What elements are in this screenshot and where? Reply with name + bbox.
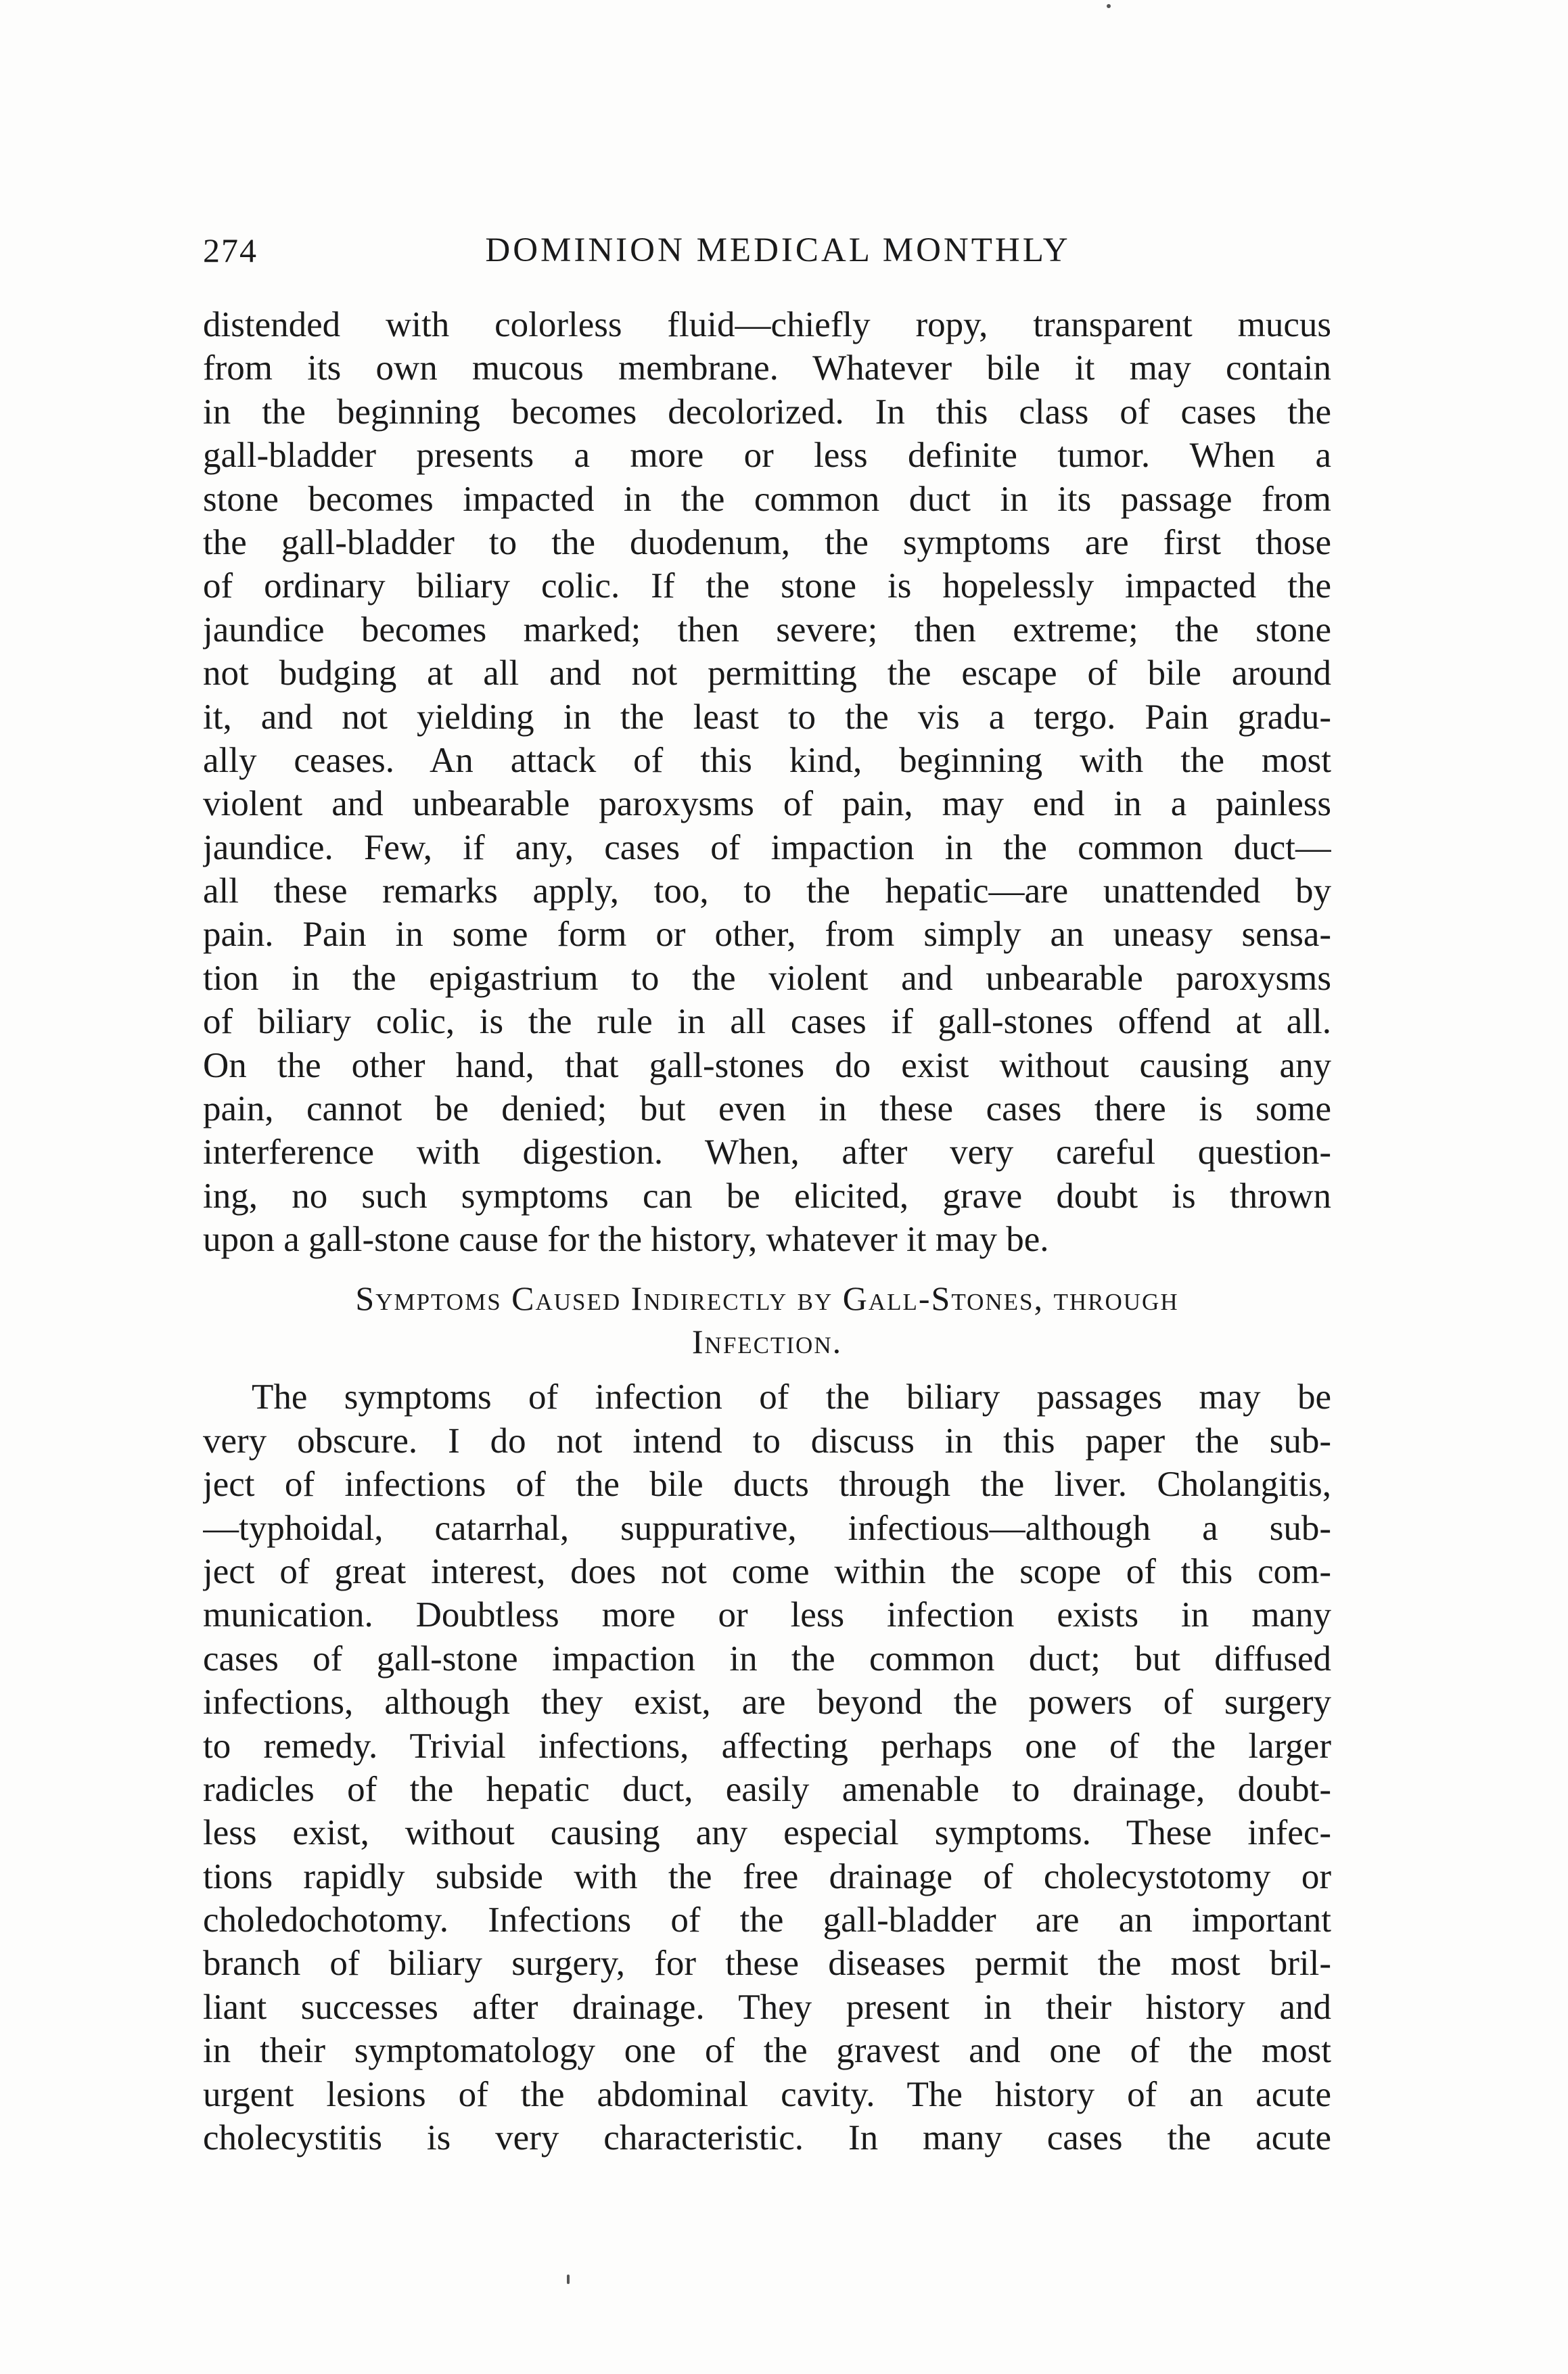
text-line: cases of gall-stone impaction in the common duct; but diffused	[203, 1639, 1331, 1679]
text-line: jaundice. Few, if any, cases of impaction in the common duct—	[203, 827, 1331, 867]
section-heading	[203, 1277, 1331, 1364]
text-line: jaundice becomes marked; then severe; then extreme; the stone	[203, 610, 1331, 649]
text-line: from its own mucous membrane. Whatever bile it may contain	[203, 348, 1331, 388]
body-text	[203, 303, 1331, 2160]
text-line: not budging at all and not permitting the escape of bile around	[203, 654, 1331, 693]
text-line: liant successes after drainage. They present in their history and	[203, 1987, 1331, 2027]
text-line: of biliary colic, is the rule in all cases if gall-stones offend at all.	[203, 1002, 1331, 1042]
text-line: in their symptomatology one of the gravest and one of the most	[203, 2031, 1331, 2071]
text-line: munication. Doubtless more or less infection exists in many	[203, 1595, 1331, 1635]
paragraph-2	[203, 1375, 1331, 2160]
text-line: stone becomes impacted in the common duct in its passage from	[203, 479, 1331, 519]
text-line: gall-bladder presents a more or less definite tumor. When a	[203, 436, 1331, 476]
text-line: urgent lesions of the abdominal cavity. The history of an acute	[203, 2074, 1331, 2114]
text-line: it, and not yielding in the least to the vis a tergo. Pain gradu-	[203, 697, 1331, 737]
text-line: tions rapidly subside with the free drainage of cholecystotomy or	[203, 1856, 1331, 1896]
text-line: distended with colorless fluid—chiefly ropy, transparent mucus	[203, 305, 1331, 344]
paragraph-1	[203, 303, 1331, 1262]
text-line: pain. Pain in some form or other, from simply an uneasy sensa-	[203, 915, 1331, 955]
text-line: interference with digestion. When, after very careful question-	[203, 1133, 1331, 1172]
text-line: to remedy. Trivial infections, affecting perhaps one of the larger	[203, 1726, 1331, 1766]
text-line: The symptoms of infection of the biliary passages may be	[252, 1377, 1331, 1417]
speck-mark	[1107, 4, 1111, 8]
text-line: very obscure. I do not intend to discuss in this paper the sub-	[203, 1421, 1331, 1461]
text-line: cholecystitis is very characteristic. In many cases the acute	[203, 2118, 1331, 2158]
text-line: infections, although they exist, are beyond the powers of surgery	[203, 1683, 1331, 1722]
page-header	[203, 223, 1353, 277]
text-line: ally ceases. An attack of this kind, beginning with the most	[203, 740, 1331, 780]
text-line: branch of biliary surgery, for these diseases permit the most bril-	[203, 1944, 1331, 1984]
text-line: all these remarks apply, too, to the hepatic—are unattended by	[203, 871, 1331, 911]
text-line: —typhoidal, catarrhal, suppurative, infectious—although a sub-	[203, 1508, 1331, 1548]
text-line: less exist, without causing any especial symptoms. These infec-	[203, 1813, 1331, 1853]
text-line: ject of infections of the bile ducts through the liver. Cholangitis,	[203, 1465, 1331, 1505]
text-line: of ordinary biliary colic. If the stone is hopelessly impacted the	[203, 566, 1331, 606]
text-line: pain, cannot be denied; but even in these cases there is some	[203, 1089, 1331, 1129]
text-line: choledochotomy. Infections of the gall-bladder are an important	[203, 1900, 1331, 1940]
text-line: the gall-bladder to the duodenum, the symptoms are first those	[203, 522, 1331, 562]
text-line: in the beginning becomes decolorized. In this class of cases the	[203, 392, 1331, 432]
text-line: ing, no such symptoms can be elicited, grave doubt is thrown	[203, 1176, 1331, 1216]
text-line: violent and unbearable paroxysms of pain, may end in a painless	[203, 784, 1331, 824]
text-line: upon a gall-stone cause for the history, whatever it may be.	[203, 1220, 1049, 1260]
text-line: tion in the epigastrium to the violent and unbearable paroxysms	[203, 958, 1331, 998]
page-number: 274	[203, 231, 258, 269]
text-line: ject of great interest, does not come within the scope of this com-	[203, 1551, 1331, 1591]
speck-mark	[567, 2275, 570, 2284]
text-line: On the other hand, that gall-stones do exist without causing any	[203, 1045, 1331, 1085]
text-line: radicles of the hepatic duct, easily amenable to drainage, doubt-	[203, 1769, 1331, 1809]
running-title: DOMINION MEDICAL MONTHLY	[485, 231, 1071, 269]
section-heading-line: Infection.	[691, 1322, 843, 1361]
section-heading-line: Symptoms Caused Indirectly by Gall-Stones, through	[355, 1279, 1179, 1317]
